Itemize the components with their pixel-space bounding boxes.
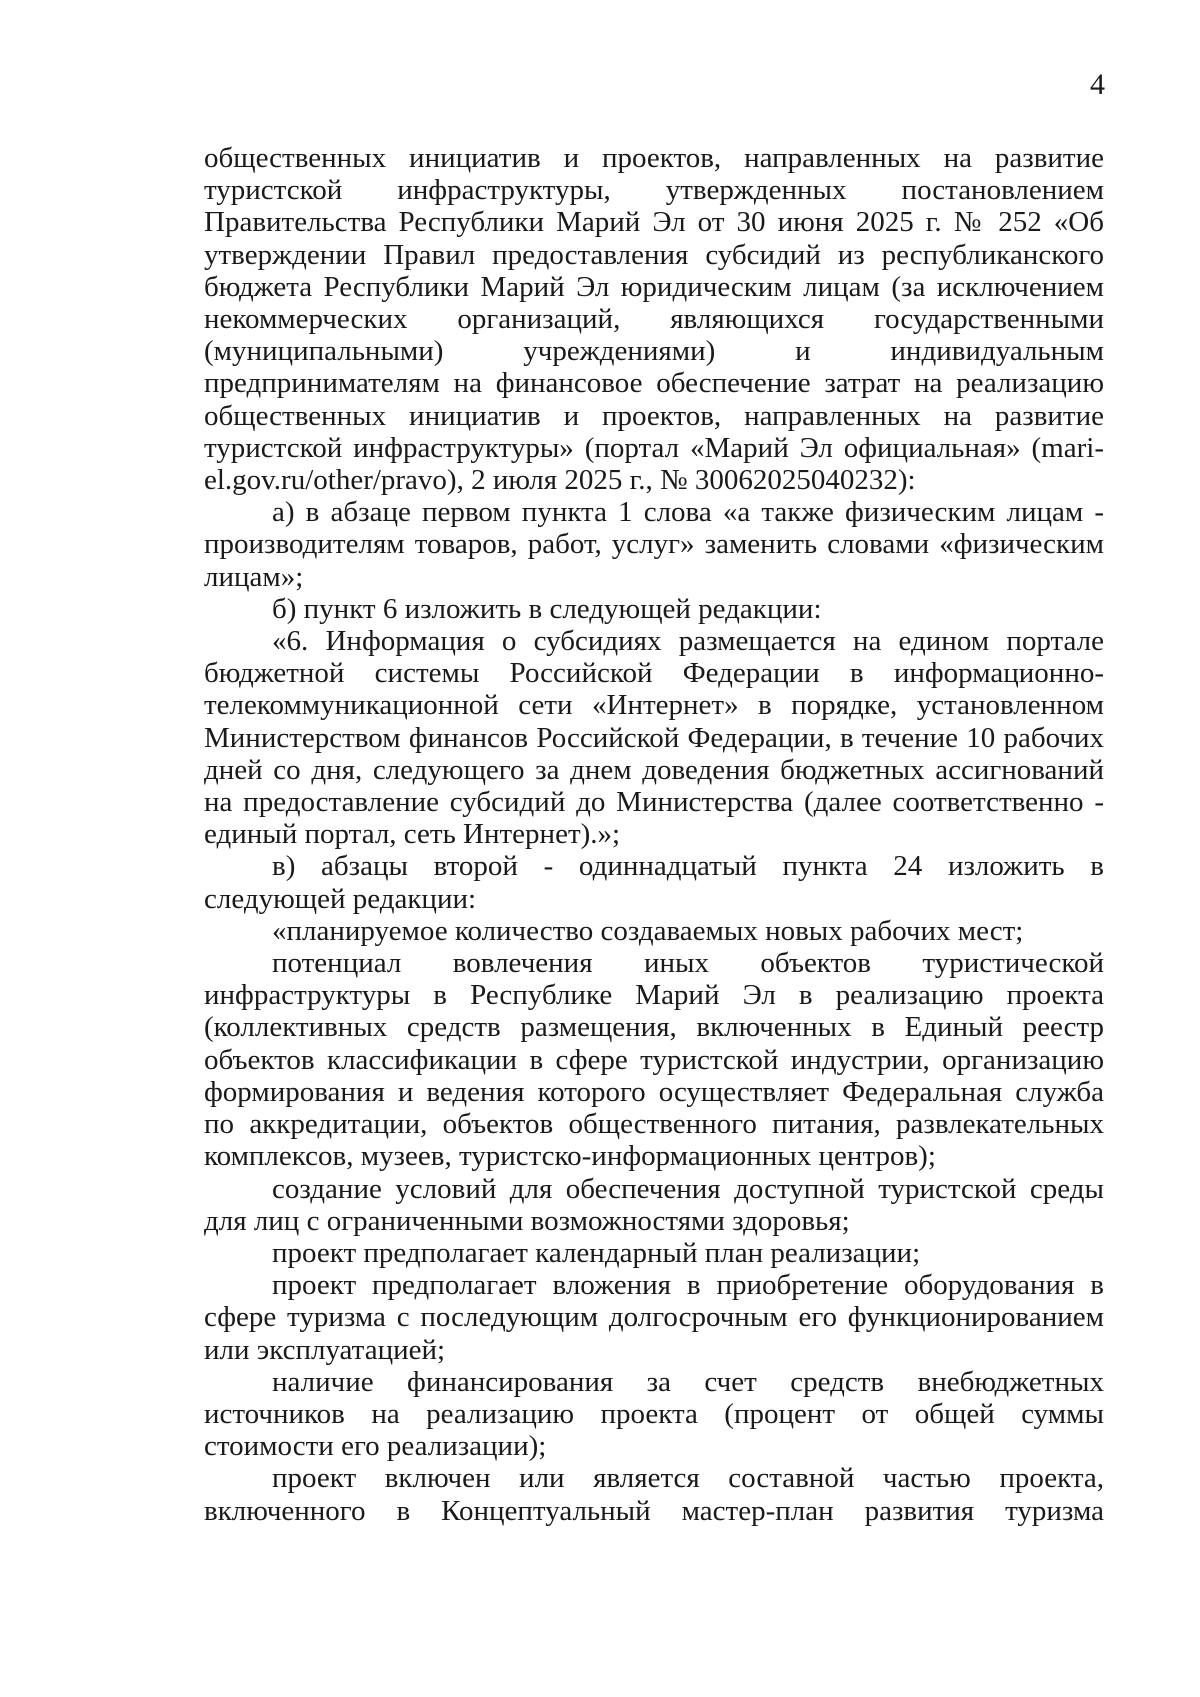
paragraph-criterion-equipment: проект предполагает вложения в приобретение оборудования в сфере туризма с последующим долгосрочным его функционированием или эксплуатацией; [204,1269,1104,1366]
document-body [204,142,1104,1527]
paragraph-criterion-master-plan: проект включен или является составной частью проекта, включенного в Концептуальный мастер-план развития туризма [204,1462,1104,1527]
paragraph-item-v: в) абзацы второй - одиннадцатый пункта 24 изложить в следующей редакции: [204,850,1104,915]
paragraph-item-b: б) пункт 6 изложить в следующей редакции: [272,592,822,625]
paragraph-criterion-jobs: «планируемое количество создаваемых новых рабочих мест; [272,914,1024,947]
page-number: 4 [1090,68,1105,101]
paragraph-continuation: общественных инициатив и проектов, направленных на развитие туристской инфраструктуры, утвержденных постановлением Правительства Республики Марий Эл от 30 июня 2025 г. № 252 «Об утверждении Правил предоставления субсидий из республиканского бюджета Республики Марий Эл юридическим лицам (за исключением некоммерческих организаций, являющихся государственными (муниципальными) учреждениями) и индивидуальным предпринимателям на финансовое обеспечение затрат на реализацию общественных инициатив и проектов, направленных на развитие туристской инфраструктуры» (портал «Марий Эл официальная» (mari-el.gov.ru/other/pravo), 2 июля 2025 г., № 30062025040232): [204,142,1104,497]
paragraph-criterion-accessibility: создание условий для обеспечения доступной туристской среды для лиц с ограниченными возможностями здоровья; [204,1172,1104,1237]
paragraph-item-6-text: «6. Информация о субсидиях размещается на едином портале бюджетной системы Российской Федерации в информационно-телекоммуникационной сети «Интернет» в порядке, установленном Министерством финансов Российской Федерации, в течение 10 рабочих дней со дня, следующего за днем доведения бюджетных ассигнований на предоставление субсидий до Министерства (далее соответственно - единый портал, сеть Интернет).»; [204,625,1104,851]
paragraph-criterion-infrastructure: потенциал вовлечения иных объектов туристической инфраструктуры в Республике Марий Эл в реализацию проекта (коллективных средств размещения, включенных в Единый реестр объектов классификации в сфере туристской индустрии, организацию формирования и ведения которого осуществляет Федеральная служба по аккредитации, объектов общественного питания, развлекательных комплексов, музеев, туристско-информационных центров); [204,947,1104,1173]
paragraph-item-a: а) в абзаце первом пункта 1 слова «а также физическим лицам - производителям товаров, работ, услуг» заменить словами «физическим лицам»; [204,496,1104,593]
paragraph-criterion-calendar-plan: проект предполагает календарный план реализации; [272,1236,921,1269]
paragraph-criterion-financing: наличие финансирования за счет средств внебюджетных источников на реализацию проекта (процент от общей суммы стоимости его реализации); [204,1365,1104,1463]
